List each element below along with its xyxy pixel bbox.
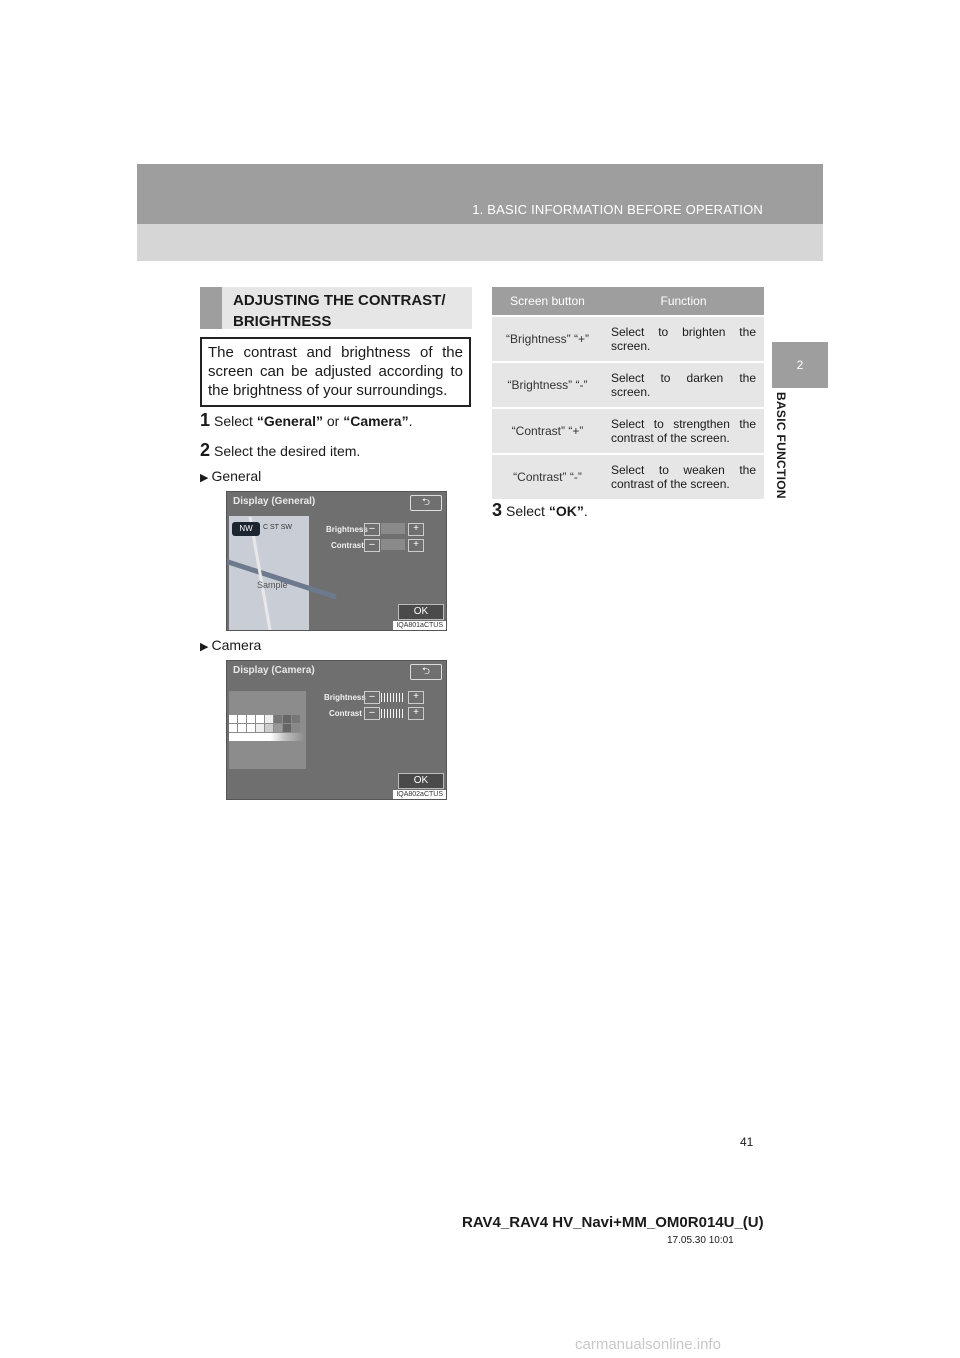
contrast-minus-button[interactable]: – <box>364 707 380 720</box>
contrast-level-ticks <box>381 709 405 718</box>
contrast-label: Contrast <box>329 709 362 718</box>
section-intro-box: The contrast and brightness of the screen can be adjusted according to the brightness of your surroundings. <box>200 337 471 407</box>
map-preview <box>229 516 309 630</box>
section-heading-bar <box>200 287 222 329</box>
table-row <box>492 316 764 362</box>
general-display-screen <box>226 491 447 631</box>
header-subband <box>137 224 823 261</box>
table-row <box>492 408 764 454</box>
triangle-bullet-icon: ▶ <box>200 472 209 484</box>
page-header-title: 1. BASIC INFORMATION BEFORE OPERATION <box>472 202 763 217</box>
camera-display-screen <box>226 660 447 800</box>
brightness-level-bar <box>381 523 405 534</box>
watermark: carmanualsonline.info <box>575 1336 721 1353</box>
table-header-screen-button: Screen button <box>492 287 603 316</box>
step-2: 2 Select the desired item. <box>200 440 361 460</box>
table-cell-function: Select to brighten the screen. <box>603 316 764 362</box>
screen-title: Display (General) <box>233 496 316 507</box>
page-number: 41 <box>740 1135 754 1149</box>
table-cell-function: Select to weaken the contrast of the screen. <box>603 454 764 499</box>
chapter-tab-number: 2 <box>772 342 828 388</box>
document-code: RAV4_RAV4 HV_Navi+MM_OM0R014U_(U) <box>462 1214 764 1231</box>
street-label: C ST SW <box>263 524 293 531</box>
table-cell-function: Select to darken the screen. <box>603 362 764 408</box>
step-3: 3 Select “OK”. <box>492 500 588 520</box>
section-heading-line2: BRIGHTNESS <box>233 313 332 330</box>
figure-code: IQA801aCTUS <box>393 621 446 630</box>
table-row <box>492 454 764 499</box>
table-header-row <box>492 287 764 316</box>
back-icon[interactable]: ⮌ <box>410 495 442 511</box>
table-cell-button: “Contrast” “-” <box>492 454 603 499</box>
table-cell-button: “Brightness” “-” <box>492 362 603 408</box>
brightness-label: Brightness <box>326 525 368 534</box>
triangle-bullet-icon: ▶ <box>200 641 209 653</box>
step-1: 1 Select “General” or “Camera”. <box>200 410 413 430</box>
map-road <box>226 558 337 600</box>
brightness-plus-button[interactable]: + <box>408 691 424 704</box>
screen-button-function-table <box>492 287 764 499</box>
brightness-level-ticks <box>381 693 405 702</box>
contrast-level-bar <box>381 539 405 550</box>
section-heading-line1: ADJUSTING THE CONTRAST/ <box>233 292 446 309</box>
camera-subheading: ▶ Camera <box>200 637 262 653</box>
contrast-plus-button[interactable]: + <box>408 539 424 552</box>
brightness-minus-button[interactable]: – <box>364 523 380 536</box>
contrast-label: Contrast <box>331 541 364 550</box>
table-cell-button: “Contrast” “+” <box>492 408 603 454</box>
chapter-tab-label: BASIC FUNCTION <box>774 392 788 499</box>
print-date: 17.05.30 10:01 <box>667 1235 734 1246</box>
table-cell-button: “Brightness” “+” <box>492 316 603 362</box>
sample-label: Sample <box>257 580 288 590</box>
figure-code: IQA802aCTUS <box>393 790 446 799</box>
brightness-minus-button[interactable]: – <box>364 691 380 704</box>
table-cell-function: Select to strengthen the contrast of the screen. <box>603 408 764 454</box>
contrast-plus-button[interactable]: + <box>408 707 424 720</box>
brightness-label: Brightness <box>324 693 366 702</box>
test-pattern <box>229 715 304 741</box>
ok-button[interactable]: OK <box>398 773 444 789</box>
compass-badge: NW <box>232 522 260 536</box>
section-heading <box>200 287 472 329</box>
screen-title: Display (Camera) <box>233 665 315 676</box>
general-subheading: ▶ General <box>200 468 262 484</box>
brightness-plus-button[interactable]: + <box>408 523 424 536</box>
table-header-function: Function <box>603 287 764 316</box>
table-row <box>492 362 764 408</box>
back-icon[interactable]: ⮌ <box>410 664 442 680</box>
ok-button[interactable]: OK <box>398 604 444 620</box>
contrast-minus-button[interactable]: – <box>364 539 380 552</box>
